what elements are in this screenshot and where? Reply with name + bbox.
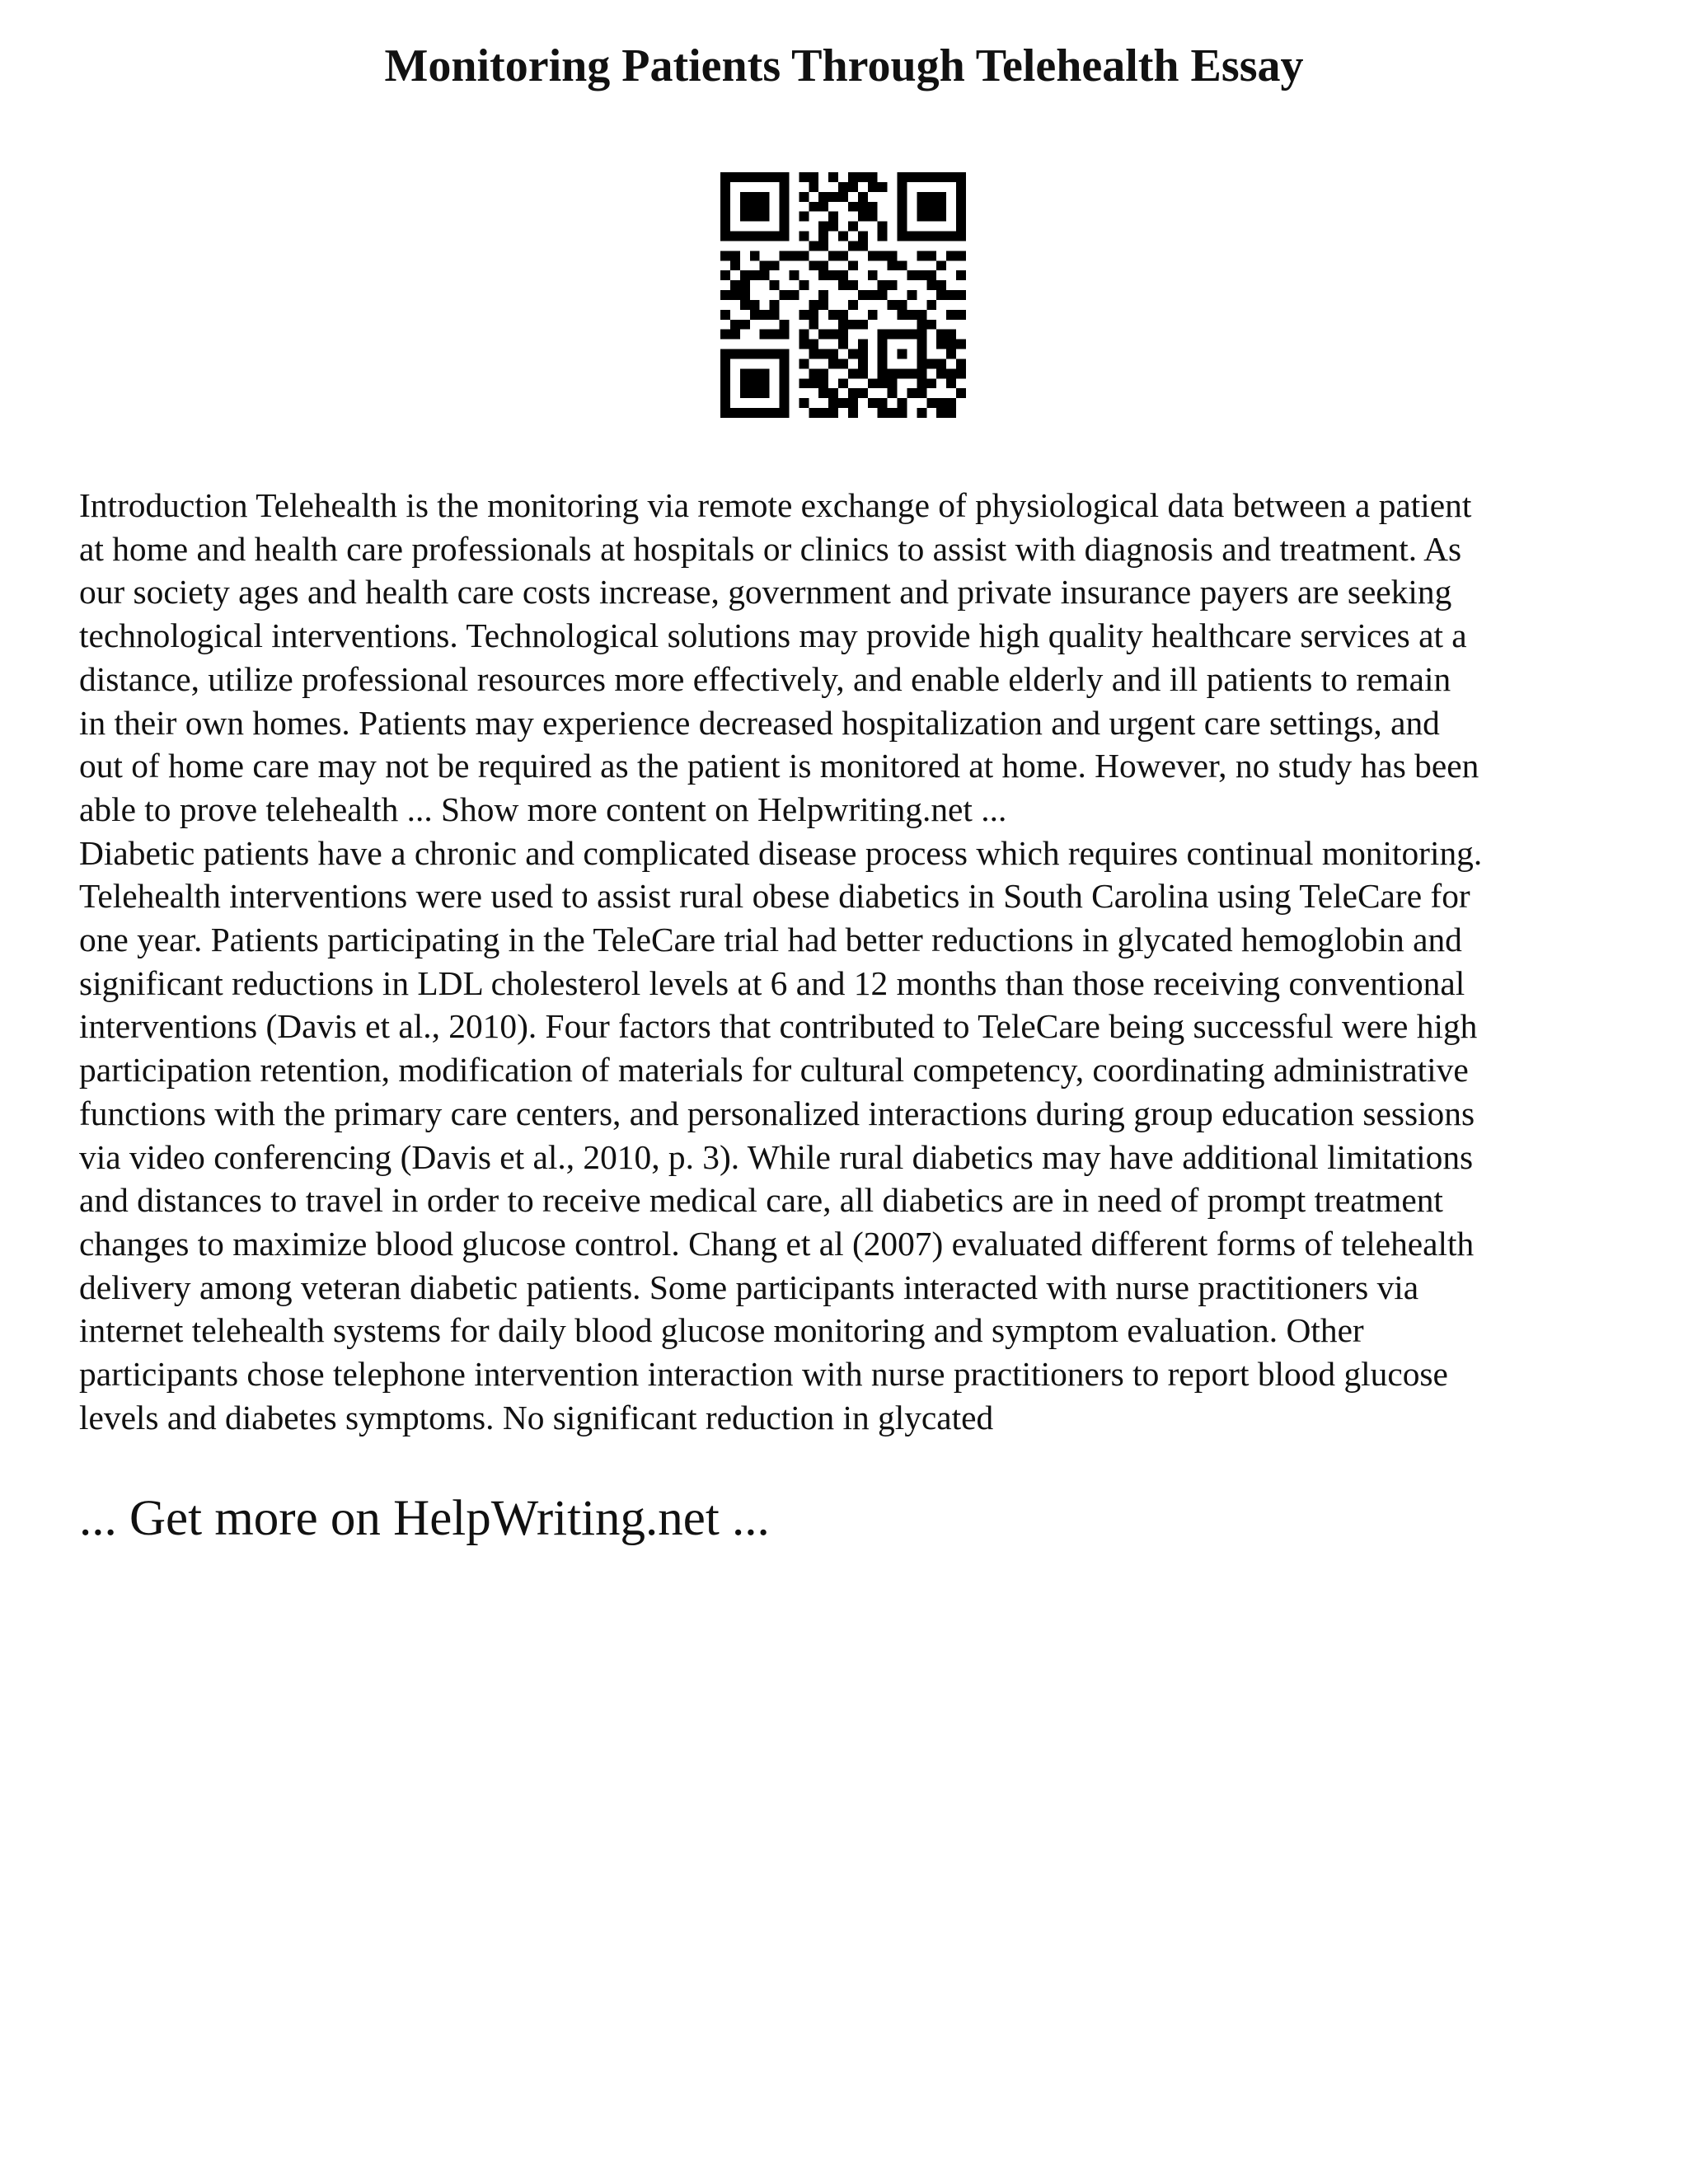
body-line: distance, utilize professional resources more effectively, and enable elderly and ill patients to remain	[79, 659, 1451, 698]
body-line: in their own homes. Patients may experience decreased hospitalization and urgent care settings, and	[79, 703, 1440, 742]
body-line: changes to maximize blood glucose control. Chang et al (2007) evaluated different forms of telehealth	[79, 1224, 1475, 1263]
body-line: one year. Patients participating in the TeleCare trial had better reductions in glycated hemoglobin and	[79, 921, 1462, 959]
body-line: out of home care may not be required as the patient is monitored at home. However, no study has been	[79, 747, 1479, 785]
body-line: Introduction Telehealth is the monitoring via remote exchange of physiological data between a patient	[79, 486, 1472, 524]
body-line: able to prove telehealth ... Show more content on Helpwriting.net ...	[79, 790, 1007, 828]
body-line: technological interventions. Technological solutions may provide high quality healthcare services at a	[79, 616, 1467, 655]
get-more-link[interactable]: ... Get more on HelpWriting.net ...	[79, 1491, 770, 1546]
body-line: levels and diabetes symptoms. No significant reduction in glycated	[79, 1398, 994, 1436]
body-line: Diabetic patients have a chronic and complicated disease process which requires continual monitoring.	[79, 833, 1483, 872]
qr-code-icon	[720, 172, 966, 418]
body-line: significant reductions in LDL cholesterol levels at 6 and 12 months than those receiving conventional	[79, 963, 1465, 1002]
body-line: via video conferencing (Davis et al., 2010, p. 3). While rural diabetics may have additional limitations	[79, 1137, 1474, 1176]
body-line: participants chose telephone intervention interaction with nurse practitioners to report blood glucose	[79, 1355, 1448, 1394]
body-line: our society ages and health care costs increase, government and private insurance payers are seeking	[79, 573, 1452, 612]
body-line: Telehealth interventions were used to assist rural obese diabetics in South Carolina using TeleCare for	[79, 877, 1470, 916]
page-title: Monitoring Patients Through Telehealth Essay	[384, 40, 1304, 91]
body-line: participation retention, modification of materials for cultural competency, coordinating administrative	[79, 1051, 1469, 1090]
body-line: functions with the primary care centers, and personalized interactions during group education sessions	[79, 1094, 1475, 1132]
essay-body	[79, 484, 1629, 1439]
body-line: and distances to travel in order to receive medical care, all diabetics are in need of prompt treatment	[79, 1181, 1443, 1220]
body-line: delivery among veteran diabetic patients. Some participants interacted with nurse practitioners via	[79, 1268, 1419, 1306]
body-line: internet telehealth systems for daily blood glucose monitoring and symptom evaluation. Other	[79, 1311, 1364, 1350]
body-line: at home and health care professionals at hospitals or clinics to assist with diagnosis and treatment. As	[79, 529, 1462, 568]
body-line: interventions (Davis et al., 2010). Four factors that contributed to TeleCare being successful were high	[79, 1007, 1478, 1046]
